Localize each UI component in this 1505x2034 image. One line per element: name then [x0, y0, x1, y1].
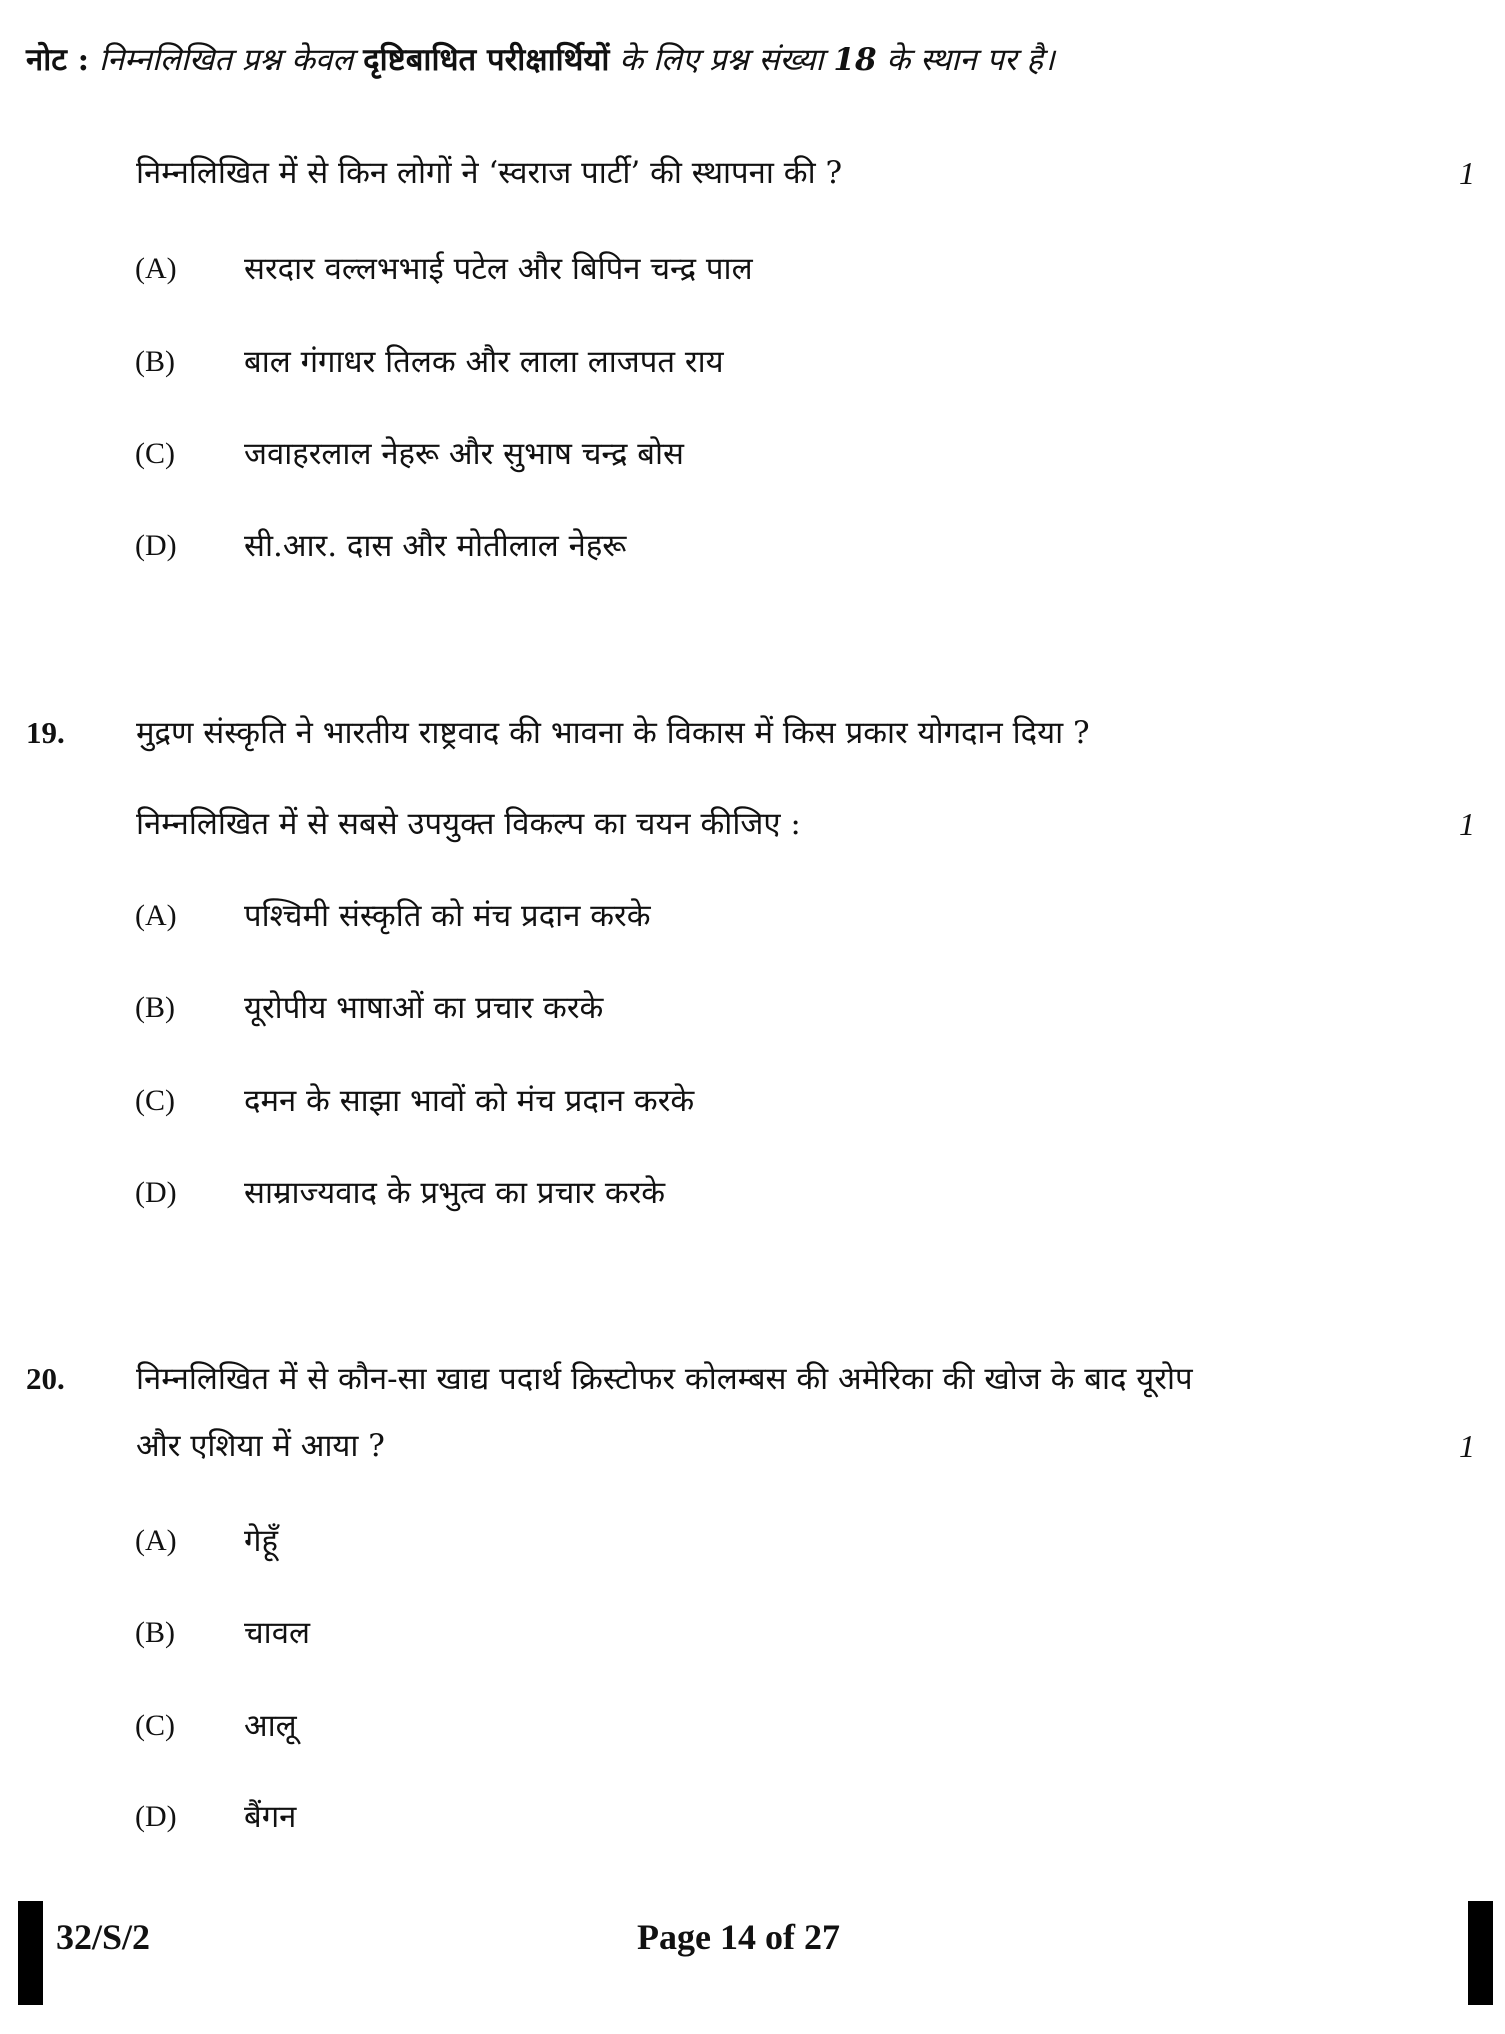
- option-label: (D): [135, 1800, 177, 1833]
- page-number: Page 14 of 27: [637, 1917, 840, 1957]
- option-label: (A): [135, 899, 177, 932]
- option-label: (D): [135, 1176, 177, 1209]
- option-label: (C): [135, 1709, 175, 1742]
- option-label: (B): [135, 991, 175, 1024]
- option-text: दमन के साझा भावों को मंच प्रदान करके: [244, 1083, 695, 1119]
- right-margin-bar: [1468, 1901, 1493, 2005]
- note-text-2: के लिए प्रश्न संख्या: [619, 42, 824, 78]
- note: [26, 40, 1055, 80]
- marks: 1: [1459, 1428, 1475, 1464]
- note-prefix: नोट :: [26, 42, 90, 78]
- option-text: जवाहरलाल नेहरू और सुभाष चन्द्र बोस: [244, 436, 684, 472]
- option-text: सी.आर. दास और मोतीलाल नेहरू: [244, 528, 627, 564]
- option-label: (B): [135, 1616, 175, 1649]
- option-text: गेहूँ: [244, 1523, 278, 1559]
- option-text: पश्चिमी संस्कृति को मंच प्रदान करके: [244, 898, 651, 934]
- note-bold-text: दृष्टिबाधित परीक्षार्थियों: [363, 42, 610, 78]
- marks: 1: [1459, 806, 1475, 842]
- note-question-number: 18: [833, 42, 877, 78]
- option-label: (C): [135, 437, 175, 470]
- option-label: (C): [135, 1084, 175, 1117]
- option-text: यूरोपीय भाषाओं का प्रचार करके: [244, 990, 604, 1026]
- left-margin-bar: [18, 1901, 43, 2005]
- question-text: निम्नलिखित में से कौन-सा खाद्य पदार्थ क्रिस्टोफर कोलम्बस की अमेरिका की खोज के बाद यूरोप: [136, 1361, 1193, 1397]
- question-text-2: और एशिया में आया ?: [136, 1428, 385, 1464]
- option-text: बाल गंगाधर तिलक और लाला लाजपत राय: [244, 344, 724, 380]
- note-text: निम्नलिखित प्रश्न केवल: [98, 42, 354, 78]
- question-number: 20.: [26, 1361, 65, 1396]
- option-label: (A): [135, 1524, 177, 1557]
- question-text: मुद्रण संस्कृति ने भारतीय राष्ट्रवाद की भावना के विकास में किस प्रकार योगदान दिया ?: [136, 715, 1090, 751]
- question-number: 19.: [26, 715, 65, 750]
- option-text: आलू: [244, 1708, 297, 1744]
- question-text: निम्नलिखित में से किन लोगों ने ‘स्वराज पार्टी’ की स्थापना की ?: [136, 155, 843, 191]
- option-label: (A): [135, 252, 177, 285]
- option-label: (B): [135, 345, 175, 378]
- note-text-3: के स्थान पर है।: [886, 42, 1055, 78]
- option-text: साम्राज्यवाद के प्रभुत्व का प्रचार करके: [244, 1175, 666, 1211]
- option-label: (D): [135, 529, 177, 562]
- marks: 1: [1459, 155, 1475, 191]
- option-text: चावल: [244, 1615, 310, 1651]
- paper-code: 32/S/2: [56, 1917, 151, 1957]
- question-text-2: निम्नलिखित में से सबसे उपयुक्त विकल्प का चयन कीजिए :: [136, 806, 801, 842]
- option-text: बैंगन: [244, 1799, 297, 1835]
- option-text: सरदार वल्लभभाई पटेल और बिपिन चन्द्र पाल: [244, 251, 753, 287]
